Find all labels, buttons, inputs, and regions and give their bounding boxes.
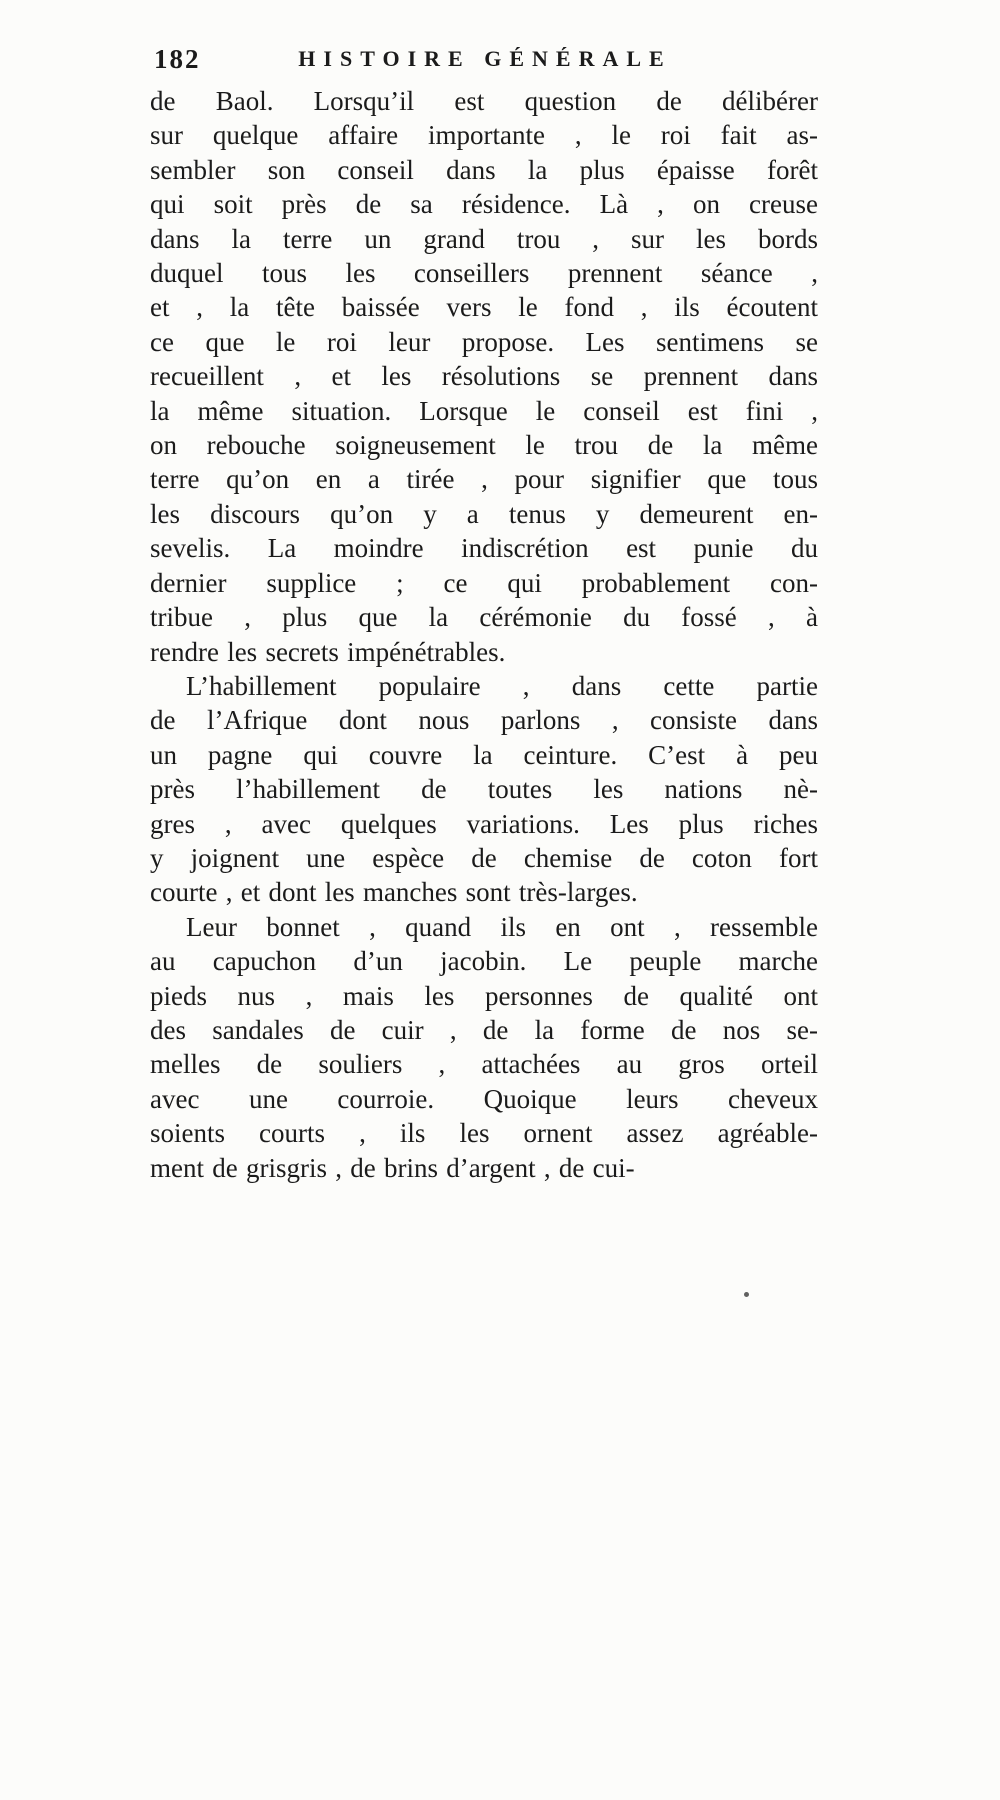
- page-text-block: [150, 84, 818, 1185]
- scan-speck: [744, 1292, 749, 1297]
- text-line: près l’habillement de toutes les nations nè-: [150, 774, 818, 805]
- text-line: soients courts , ils les ornent assez agréable-: [150, 1118, 818, 1149]
- text-line: qui soit près de sa résidence. Là , on creuse: [150, 189, 818, 220]
- text-line: de l’Afrique dont nous parlons , consiste dans: [150, 705, 818, 736]
- page-header: [150, 42, 820, 82]
- text-line: dans la terre un grand trou , sur les bords: [150, 223, 818, 254]
- text-line: y joignent une espèce de chemise de coton fort: [150, 842, 818, 873]
- text-line: les discours qu’on y a tenus y demeurent en-: [150, 498, 818, 529]
- text-line: duquel tous les conseillers prennent séance ,: [150, 258, 818, 289]
- text-line: tribue , plus que la cérémonie du fossé , à: [150, 602, 818, 633]
- text-line: sur quelque affaire importante , le roi fait as-: [150, 120, 818, 151]
- text-line: des sandales de cuir , de la forme de nos se-: [150, 1014, 818, 1045]
- paragraph: [150, 910, 818, 1185]
- text-line: au capuchon d’un jacobin. Le peuple marche: [150, 946, 818, 977]
- text-line: sevelis. La moindre indiscrétion est punie du: [150, 533, 818, 564]
- text-line: rendre les secrets impénétrables.: [150, 636, 506, 667]
- text-line: gres , avec quelques variations. Les plus riches: [150, 808, 818, 839]
- text-line: ce que le roi leur propose. Les sentimens se: [150, 326, 818, 357]
- text-line: sembler son conseil dans la plus épaisse forêt: [150, 154, 818, 185]
- text-line: courte , et dont les manches sont très-larges.: [150, 877, 638, 908]
- paragraph: [150, 669, 818, 910]
- text-line: un pagne qui couvre la ceinture. C’est à peu: [150, 739, 818, 770]
- text-line: ment de grisgris , de brins d’argent , de cui-: [150, 1152, 635, 1183]
- text-line: la même situation. Lorsque le conseil est fini ,: [150, 395, 818, 426]
- text-line: L’habillement populaire , dans cette partie: [186, 670, 818, 701]
- text-line: Leur bonnet , quand ils en ont , ressemble: [186, 911, 818, 942]
- text-line: et , la tête baissée vers le fond , ils écoutent: [150, 292, 818, 323]
- page-number: 182: [154, 44, 201, 74]
- text-line: avec une courroie. Quoique leurs cheveux: [150, 1083, 818, 1114]
- text-line: melles de souliers , attachées au gros orteil: [150, 1049, 818, 1080]
- text-line: terre qu’on en a tirée , pour signifier que tous: [150, 464, 818, 495]
- text-line: recueillent , et les résolutions se prennent dans: [150, 361, 818, 392]
- text-line: dernier supplice ; ce qui probablement con-: [150, 567, 818, 598]
- paragraph: [150, 84, 818, 669]
- running-title: HISTOIRE GÉNÉRALE: [298, 46, 672, 71]
- text-line: de Baol. Lorsqu’il est question de délibérer: [150, 86, 818, 116]
- text-line: pieds nus , mais les personnes de qualité ont: [150, 980, 818, 1011]
- text-line: on rebouche soigneusement le trou de la même: [150, 430, 818, 461]
